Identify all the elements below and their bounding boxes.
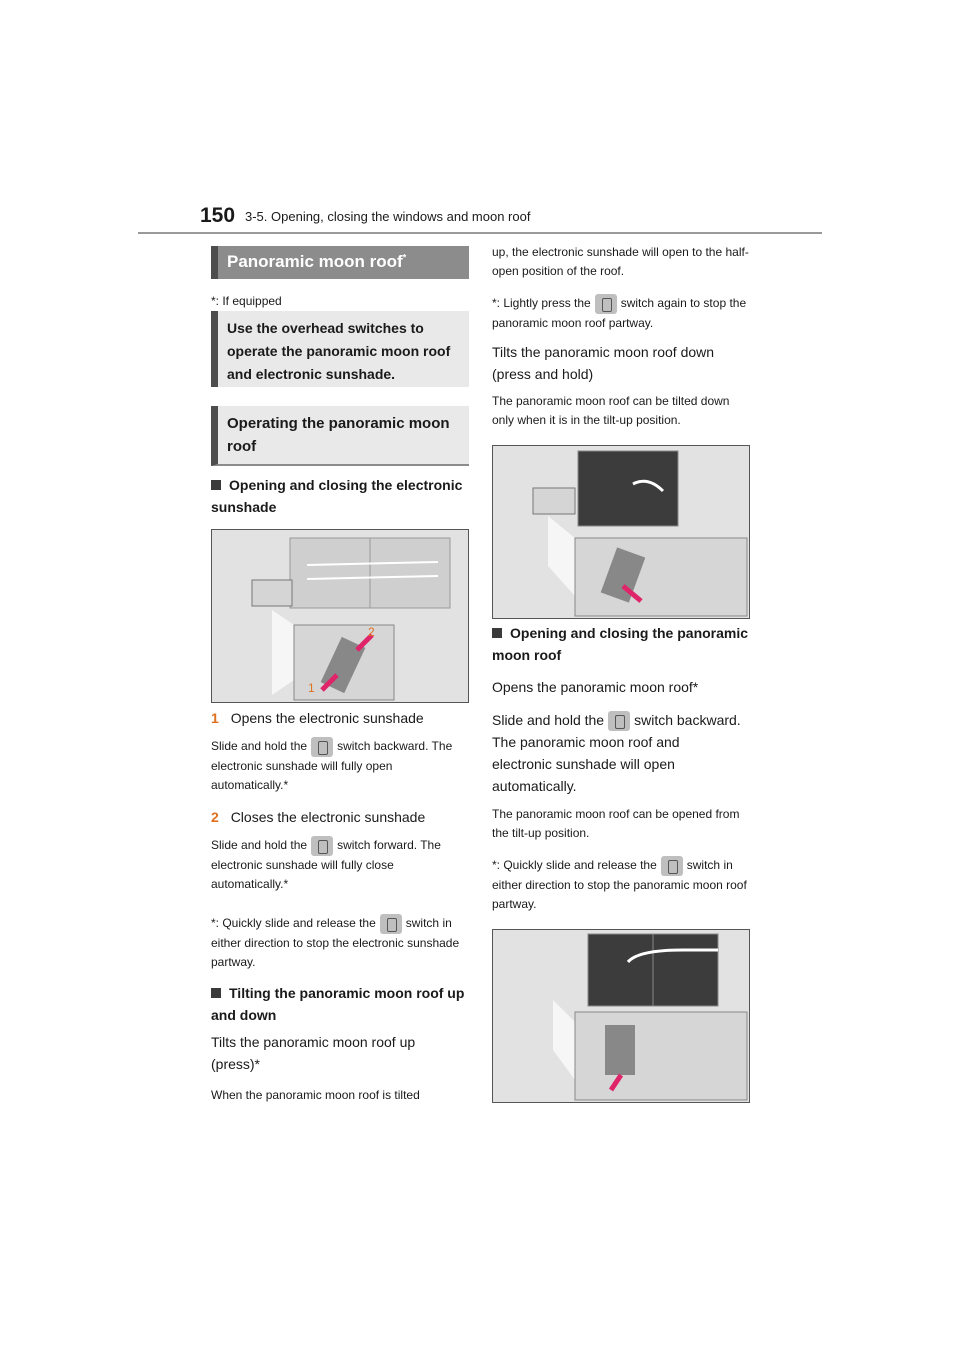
- step-2: [211, 806, 471, 828]
- moon-roof-note-a: *: Quickly slide and release the: [492, 858, 657, 873]
- step-2-text-a: Slide and hold the: [211, 838, 308, 853]
- bullet-square-icon: [492, 628, 502, 638]
- header-rule: [138, 232, 822, 234]
- sunshade-figure: [211, 529, 469, 703]
- slide-instruction-b: switch backward. The panoramic moon roof and electronic sunshade will open automatically.: [492, 712, 741, 795]
- moon-roof-note-b: switch in either direction to stop the panoramic moon roof partway.: [492, 858, 747, 911]
- tilt-figure: [492, 445, 750, 619]
- figure-label-1: 1: [308, 681, 315, 695]
- tilt-up-note-a: *: Lightly press the: [492, 296, 591, 311]
- sunshade-heading-text: Opening and closing the electronic sunshade: [211, 477, 463, 515]
- sunshade-switch-icon: [380, 914, 402, 934]
- step-1-description: [211, 737, 469, 795]
- section-title: 3-5. Opening, closing the windows and moon roof: [245, 209, 531, 224]
- sunshade-note-a: *: Quickly slide and release the: [211, 916, 376, 931]
- section-heading-mark: *: [402, 252, 407, 263]
- tilt-up-text-continued: up, the electronic sunshade will open to the half-open position of the roof.: [492, 245, 749, 278]
- bullet-square-icon: [211, 480, 221, 490]
- step-2-text-b: switch forward. The electronic sunshade will fully close automatically.*: [211, 838, 441, 891]
- sunshade-switch-icon: [311, 737, 333, 757]
- tilt-up-note-b: switch again to stop the panoramic moon roof partway.: [492, 296, 747, 330]
- slide-instruction: [492, 709, 742, 797]
- slide-instruction-a: Slide and hold the: [492, 712, 605, 728]
- opens-title: Opens the panoramic moon roof*: [492, 679, 699, 695]
- tilt-up-text: When the panoramic moon roof is tilted: [211, 1088, 420, 1102]
- step-2-description: [211, 836, 469, 894]
- page-number: 150: [200, 204, 236, 227]
- sunshade-heading: [211, 474, 469, 518]
- bullet-square-icon: [211, 988, 221, 998]
- figure-label-2: 2: [368, 625, 375, 639]
- step-1-text-b: switch backward. The electronic sunshade will fully open automatically.*: [211, 739, 453, 792]
- opened-text: The panoramic moon roof can be opened from the tilt-up position.: [492, 807, 740, 840]
- step-1-number: 1: [211, 710, 219, 726]
- open-figure: [492, 929, 750, 1103]
- intro-text: Use the overhead switches to operate the panoramic moon roof and electronic sunshade.: [227, 320, 451, 382]
- step-2-number: 2: [211, 809, 219, 825]
- tilt-heading: [211, 982, 469, 1026]
- moon-roof-switch-icon: [608, 711, 630, 731]
- equipped-footnote: *: If equipped: [211, 294, 282, 308]
- operating-heading-text: Operating the panoramic moon roof: [227, 415, 450, 455]
- moon-roof-switch-icon: [661, 856, 683, 876]
- intro-box: [211, 311, 469, 387]
- step-1-title: Opens the electronic sunshade: [230, 710, 424, 726]
- step-1-text-a: Slide and hold the: [211, 739, 308, 754]
- operating-heading: [211, 406, 469, 466]
- step-2-title: Closes the electronic sunshade: [230, 809, 426, 825]
- tilt-down-title: Tilts the panoramic moon roof down (press and hold): [492, 344, 715, 382]
- sunshade-note-b: switch in either direction to stop the electronic sunshade partway.: [211, 916, 460, 969]
- tilt-down-text: The panoramic moon roof can be tilted down only when it is in the tilt-up position.: [492, 394, 730, 427]
- tilt-up-note: [492, 294, 750, 333]
- section-heading-text: Panoramic moon roof: [227, 252, 403, 271]
- moon-roof-note: [492, 856, 750, 914]
- tilt-up-title: Tilts the panoramic moon roof up (press)*: [211, 1034, 416, 1072]
- open-heading-text: Opening and closing the panoramic moon roof: [492, 625, 749, 663]
- step-1: [211, 707, 471, 729]
- sunshade-switch-icon: [311, 836, 333, 856]
- open-heading: [492, 622, 750, 666]
- section-heading: [211, 246, 469, 279]
- tilt-heading-text: Tilting the panoramic moon roof up and down: [211, 985, 465, 1023]
- tilt-switch-icon: [595, 294, 617, 314]
- sunshade-note: [211, 914, 469, 972]
